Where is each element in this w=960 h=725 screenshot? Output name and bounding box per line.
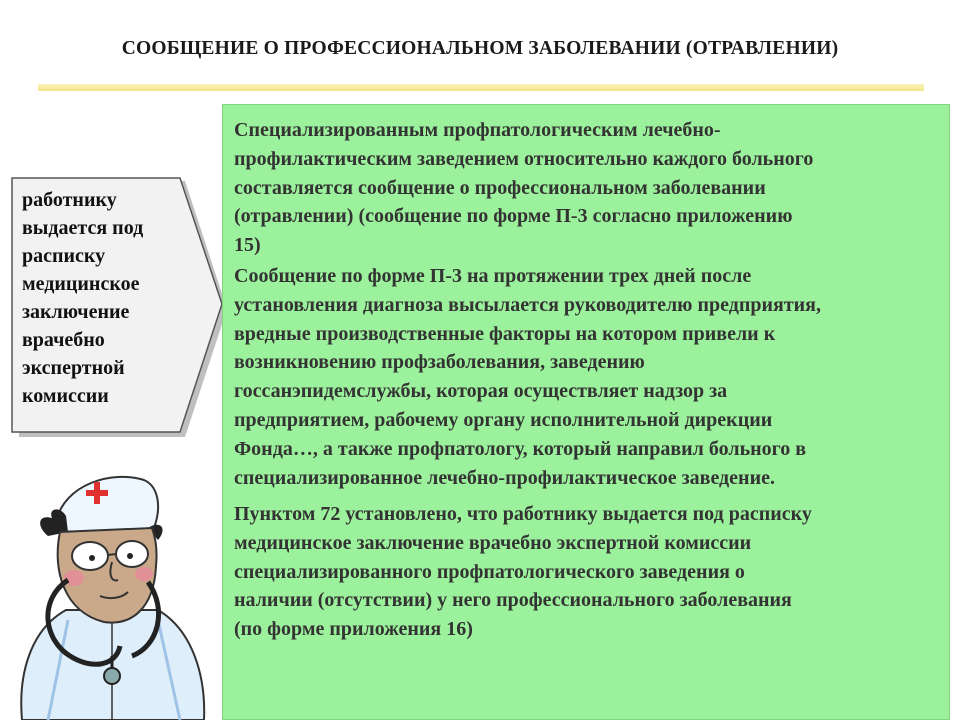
text-line: Фонда…, а также профпатологу, который направил больного в xyxy=(234,437,807,460)
callout-line: врачебно xyxy=(22,329,105,351)
text-line: наличии (отсутствии) у него профессионального заболевания xyxy=(234,589,792,612)
text-line: предприятием, рабочему органу исполнительной дирекции xyxy=(234,408,773,431)
callout-text xyxy=(22,186,190,410)
text-line: (отравлении) (сообщение по форме П-3 согласно приложению xyxy=(234,205,793,228)
text-line: (по форме приложения 16) xyxy=(234,618,473,641)
text-line: вредные производственные факторы на котором привели к xyxy=(234,322,776,345)
text-line: госсанэпидемслужбы, которая осуществляет надзор за xyxy=(234,380,728,403)
text-line: возникновению профзаболевания, заведению xyxy=(234,351,645,374)
doctor-cartoon-icon xyxy=(8,470,214,720)
callout-line: комиссии xyxy=(22,385,109,407)
text-line: профилактическим заведением относительно каждого больного xyxy=(234,147,814,170)
content-panel xyxy=(222,104,950,720)
text-line: Пунктом 72 установлено, что работнику выдается под расписку xyxy=(234,503,812,525)
text-line: установления диагноза высылается руководителю предприятия, xyxy=(234,293,822,316)
slide-title: СООБЩЕНИЕ О ПРОФЕССИОНАЛЬНОМ ЗАБОЛЕВАНИИ (ОТРАВЛЕНИИ) xyxy=(121,38,839,59)
callout-line: расписку xyxy=(22,245,106,267)
text-line: специализированное лечебно-профилактическое заведение. xyxy=(234,466,775,489)
callout-line: выдается под xyxy=(22,217,144,239)
paragraph-3 xyxy=(234,500,940,644)
callout-line: экспертной xyxy=(22,357,125,379)
text-line: специализированного профпатологического заведения о xyxy=(234,560,745,583)
doctor-illustration xyxy=(8,470,214,720)
title-underline xyxy=(38,84,924,91)
text-line: составляется сообщение о профессиональном заболевании xyxy=(234,176,766,199)
text-line: Специализированным профпатологическим лечебно- xyxy=(234,119,721,141)
callout-line: заключение xyxy=(22,301,130,323)
callout-line: медицинское xyxy=(22,273,140,295)
text-line: Сообщение по форме П-3 на протяжении трех дней после xyxy=(234,265,752,287)
paragraph-1 xyxy=(234,116,940,260)
text-line: 15) xyxy=(234,234,261,257)
paragraph-2 xyxy=(234,262,940,492)
callout-line: работнику xyxy=(22,189,117,211)
text-line: медицинское заключение врачебно экспертной комиссии xyxy=(234,531,752,554)
